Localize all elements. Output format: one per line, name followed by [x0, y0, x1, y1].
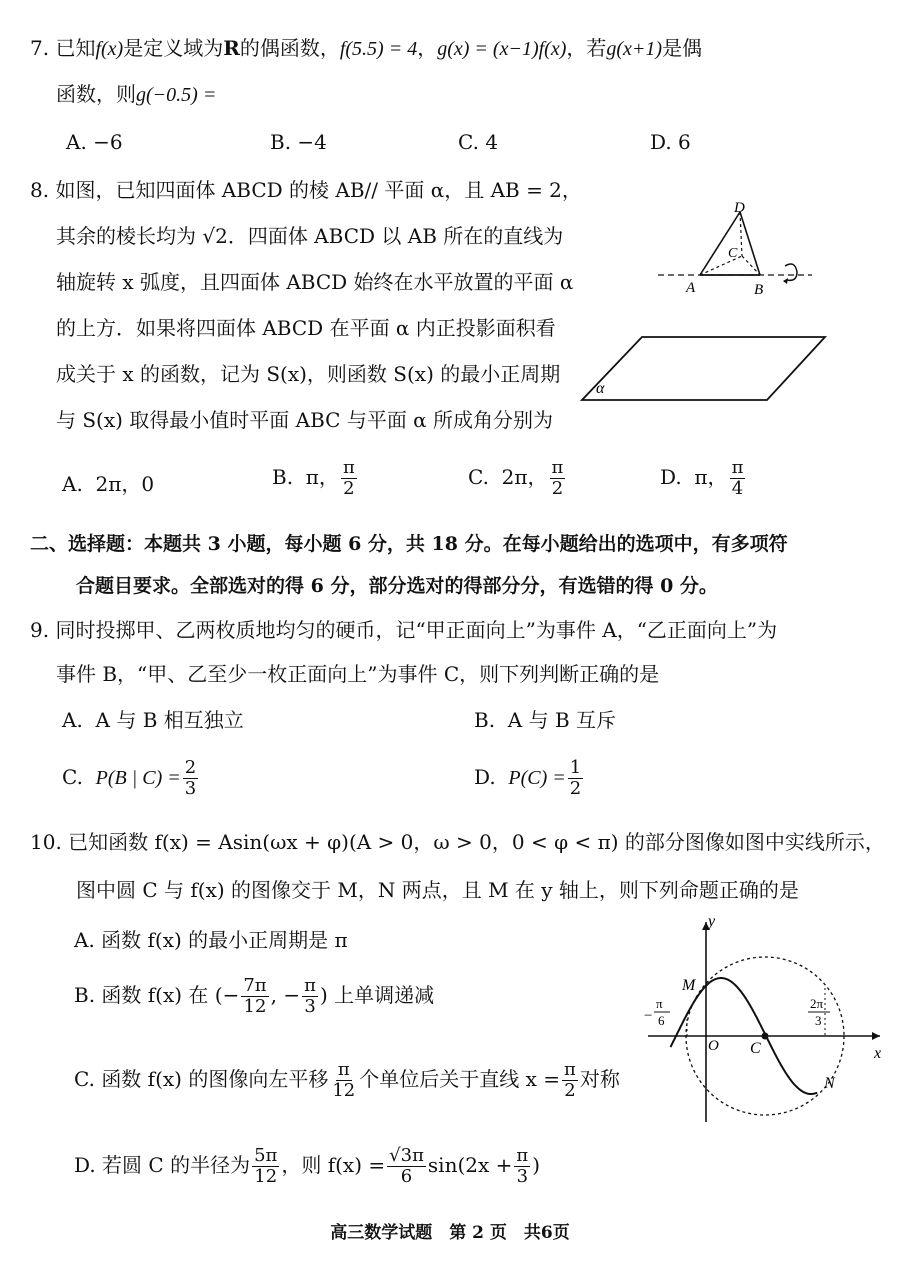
label-a: A — [686, 280, 696, 296]
label-c-point: C — [750, 1040, 761, 1057]
label-b: B — [754, 282, 764, 298]
point-c — [762, 1033, 769, 1040]
edge-bd — [740, 212, 760, 275]
q8-line1: 8. 如图，已知四面体 ABCD 的棱 AB// 平面 α，且 AB = 2， — [30, 178, 582, 202]
q8-line6: 与 S(x) 取得最小值时平面 ABC 与平面 α 所成角分别为 — [56, 408, 554, 432]
q7-option-c: C. 4 — [458, 130, 499, 154]
label-d: D — [734, 200, 745, 216]
q7-line2: 函数，则g(−0.5) = — [56, 82, 217, 106]
q7-option-b: B. −4 — [270, 130, 327, 154]
tetrahedron-figure — [580, 200, 840, 410]
q8-option-a: A. 2π，0 — [62, 472, 155, 496]
label-x: x — [874, 1045, 882, 1062]
label-c: C — [728, 246, 738, 261]
section2-line2: 合题目要求。全部选对的得 6 分，部分选对的得部分分，有选错的得 0 分。 — [76, 575, 718, 597]
label-neg-den: 6 — [658, 1013, 665, 1028]
q8-option-c: C. 2π， $\frac{\pi}{2}$ — [468, 457, 564, 499]
q8-line3: 轴旋转 x 弧度，且四面体 ABCD 始终在水平放置的平面 α — [56, 270, 574, 294]
q8-line4: 的上方．如果将四面体 ABCD 在平面 α 内正投影面积看 — [56, 316, 556, 340]
q9-option-c: C. P(B | C) = $\frac{2}{3}$ — [62, 757, 197, 799]
q7-line1: 7. 已知f(x)是定义域为R的偶函数，f(5.5) = 4，g(x) = (x−1)f(x)，若g(x+1)是偶 — [30, 36, 703, 60]
x-axis-arrow-icon — [872, 1032, 880, 1040]
q8-line5: 成关于 x 的函数，记为 S(x)，则函数 S(x) 的最小正周期 — [56, 362, 561, 386]
q8-line2: 其余的棱长均为 √2．四面体 ABCD 以 AB 所在的直线为 — [56, 224, 564, 248]
q9-option-d: D. P(C) = $\frac{1}{2}$ — [474, 757, 582, 799]
q7-option-a: A. −6 — [66, 130, 123, 154]
q8-number: 8. — [30, 178, 50, 202]
q9-option-a: A. A 与 B 相互独立 — [62, 708, 244, 732]
label-m: M — [682, 977, 696, 994]
q10-option-a: A. 函数 f(x) 的最小正周期是 π — [74, 928, 348, 952]
q10-option-b: B. 函数 f(x) 在 (− $\frac{7\pi}{12}$ , − $\frac{\pi}{3}$ ) 上单调递减 — [74, 975, 435, 1017]
q9-line2: 事件 B，“甲、乙至少一枚正面向上”为事件 C，则下列判断正确的是 — [56, 662, 660, 686]
q10-number: 10. — [30, 830, 62, 854]
rotation-arrow-icon — [785, 264, 797, 280]
q9-option-b: B. A 与 B 互斥 — [474, 708, 616, 732]
sine-graph-figure — [640, 912, 890, 1132]
q9-number: 9. — [30, 618, 50, 642]
label-n: N — [824, 1075, 835, 1092]
q10-option-c: C. 函数 f(x) 的图像向左平移 $\frac{\pi}{12}$ 个单位后关于直线 x = $\frac{\pi}{2}$ 对称 — [74, 1059, 620, 1101]
label-neg-num: π — [656, 996, 663, 1011]
section2-line1: 二、选择题：本题共 3 小题，每小题 6 分，共 18 分。在每小题给出的选项中，有多项符 — [30, 533, 788, 555]
q7-option-d: D. 6 — [650, 130, 691, 154]
page-footer: 高三数学试题 第 2 页 共6页 — [330, 1223, 570, 1243]
label-pos-den: 3 — [815, 1013, 822, 1028]
label-pos-num: 2π — [810, 996, 824, 1011]
q10-line2: 图中圆 C 与 f(x) 的图像交于 M，N 两点，且 M 在 y 轴上，则下列命题正确的是 — [76, 878, 799, 902]
plane-alpha — [582, 337, 825, 400]
q10-option-d: D. 若圆 C 的半径为 $\frac{5\pi}{12}$ ，则 f(x) = $\frac{√3\pi}{6}$ sin(2x + $\frac{\pi}{3}$ ) — [74, 1145, 541, 1187]
label-o: O — [708, 1038, 719, 1054]
label-alpha: α — [596, 380, 605, 397]
q10-line1: 10. 已知函数 f(x) = Asin(ωx + φ)(A > 0，ω > 0，0 < φ < π) 的部分图像如图中实线所示， — [30, 830, 885, 854]
q7-number: 7. — [30, 36, 50, 60]
q9-line1: 9. 同时投掷甲、乙两枚质地均匀的硬币，记“甲正面向上”为事件 A，“乙正面向上”为 — [30, 618, 778, 642]
label-y: y — [708, 913, 716, 930]
q8-option-d: D. π， $\frac{\pi}{4}$ — [660, 457, 744, 499]
edge-ad — [700, 212, 740, 275]
q8-option-b: B. π， $\frac{\pi}{2}$ — [272, 457, 355, 499]
arrow-head-icon — [783, 278, 788, 284]
label-neg-sign: − — [644, 1008, 653, 1024]
